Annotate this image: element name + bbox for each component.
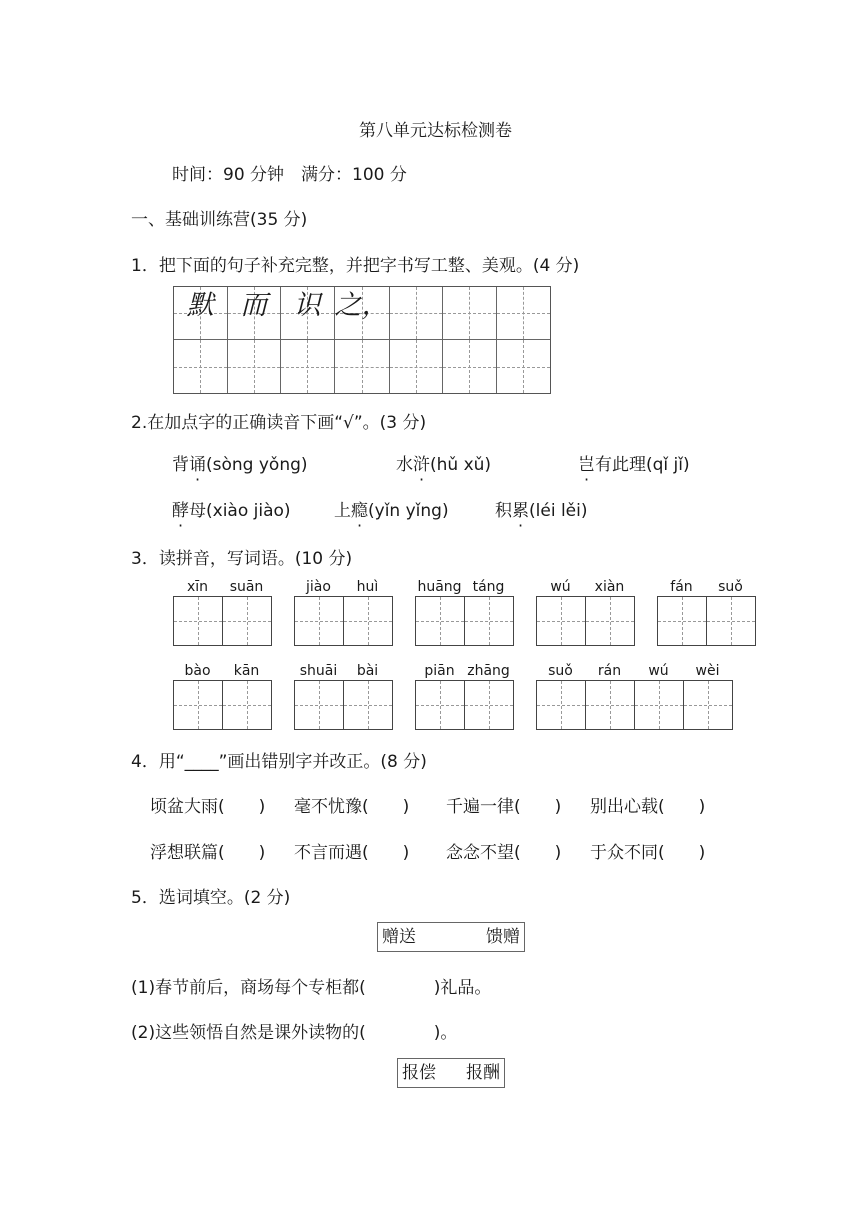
pinyin-options: (xiào jiào)	[206, 501, 291, 521]
page-title: 第八单元达标检测卷	[359, 121, 512, 141]
grid-char: 而	[240, 289, 268, 321]
pinyin-choice-item[interactable]	[334, 496, 449, 521]
grid-char: 识	[293, 289, 321, 321]
dotted-char: 诵	[189, 455, 206, 475]
char-box[interactable]	[416, 597, 465, 645]
idiom-item[interactable]: 别出心载( )	[590, 797, 706, 817]
pinyin-word-box[interactable]	[657, 578, 756, 646]
pinyin-label: wú	[550, 579, 571, 595]
pinyin-label: xīn	[186, 579, 209, 595]
pinyin-label: wèi	[695, 663, 720, 679]
char-box[interactable]	[684, 681, 732, 729]
char-box[interactable]	[416, 681, 465, 729]
dotted-char: 瘾	[351, 501, 368, 521]
pinyin-label: fán	[670, 579, 693, 595]
item-text: 有此理	[595, 455, 646, 475]
pinyin-word-box[interactable]	[415, 578, 514, 646]
idiom-item[interactable]: 浮想联篇( )	[150, 843, 266, 863]
char-box[interactable]	[537, 681, 586, 729]
char-box[interactable]	[174, 681, 223, 729]
pinyin-choice-item[interactable]	[396, 450, 491, 475]
char-box[interactable]	[707, 597, 755, 645]
char-box[interactable]	[658, 597, 707, 645]
pinyin-label: huì	[356, 579, 379, 595]
pinyin-label: wú	[648, 663, 669, 679]
question-2-prompt: 2.在加点字的正确读音下画“√”。(3 分)	[131, 413, 427, 433]
grid-cell[interactable]	[281, 287, 335, 340]
pinyin-label: rán	[597, 663, 622, 679]
grid-cell[interactable]	[497, 340, 551, 393]
word-choice-box	[377, 922, 525, 952]
idiom-item[interactable]: 于众不同( )	[590, 843, 706, 863]
grid-cell[interactable]	[174, 340, 228, 393]
idiom-item[interactable]: 念念不望( )	[446, 843, 562, 863]
pinyin-word-box[interactable]	[173, 662, 272, 730]
question-4-prompt: 4．用“____”画出错别字并改正。(8 分)	[131, 752, 427, 772]
fill-sentence[interactable]: (2)这些领悟自然是课外读物的( )。	[131, 1023, 458, 1043]
grid-cell[interactable]	[443, 287, 497, 340]
question-1-prompt: 1．把下面的句子补充完整，并把字书写工整、美观。(4 分)	[131, 256, 580, 276]
pinyin-label: piān	[424, 663, 455, 679]
word-choice-box	[397, 1058, 505, 1088]
pinyin-choice-item[interactable]	[578, 450, 690, 475]
idiom-item[interactable]: 不言而遇( )	[294, 843, 410, 863]
pinyin-options: (qǐ jǐ)	[646, 455, 690, 475]
writing-grid[interactable]	[173, 286, 551, 394]
grid-cell[interactable]	[174, 287, 228, 340]
idiom-item[interactable]: 顷盆大雨( )	[150, 797, 266, 817]
word-option: 赠送	[382, 927, 416, 947]
char-box[interactable]	[586, 597, 634, 645]
pinyin-word-box[interactable]	[536, 578, 635, 646]
char-box[interactable]	[344, 597, 392, 645]
fill-sentence[interactable]: (1)春节前后，商场每个专柜都( )礼品。	[131, 978, 492, 998]
pinyin-word-box[interactable]	[415, 662, 514, 730]
word-option: 报偿	[402, 1063, 436, 1083]
char-box[interactable]	[344, 681, 392, 729]
dotted-char: 酵	[172, 501, 189, 521]
idiom-item[interactable]: 毫不忧豫( )	[294, 797, 410, 817]
pinyin-label: suǒ	[718, 579, 743, 595]
pinyin-label: shuāi	[299, 663, 338, 679]
pinyin-choice-item[interactable]	[172, 496, 291, 521]
grid-cell[interactable]	[390, 340, 444, 393]
pinyin-label: bài	[356, 663, 379, 679]
pinyin-options: (yǐn yǐng)	[368, 501, 449, 521]
pinyin-label: zhāng	[467, 663, 510, 679]
pinyin-label: bào	[184, 663, 211, 679]
char-box[interactable]	[635, 681, 684, 729]
item-text: 水	[396, 455, 413, 475]
grid-cell[interactable]	[443, 340, 497, 393]
pinyin-label: suǒ	[548, 663, 573, 679]
pinyin-word-box[interactable]	[294, 662, 393, 730]
grid-cell[interactable]	[281, 340, 335, 393]
grid-cell[interactable]	[335, 340, 390, 393]
grid-cell[interactable]	[335, 287, 390, 340]
pinyin-label: jiào	[306, 579, 331, 595]
grid-char: 默	[186, 289, 214, 321]
pinyin-choice-item[interactable]	[495, 496, 587, 521]
char-box[interactable]	[465, 681, 513, 729]
grid-cell[interactable]	[228, 287, 282, 340]
item-text: 上	[334, 501, 351, 521]
grid-char: 之，	[334, 289, 389, 321]
pinyin-label: suān	[229, 579, 264, 595]
char-box[interactable]	[537, 597, 586, 645]
dotted-char: 岂	[578, 455, 595, 475]
item-text: 积	[495, 501, 512, 521]
word-option: 馈赠	[486, 927, 520, 947]
char-box[interactable]	[465, 597, 513, 645]
char-box[interactable]	[174, 597, 223, 645]
char-box[interactable]	[295, 681, 344, 729]
section-heading: 一、基础训练营(35 分)	[131, 210, 308, 230]
pinyin-choice-item[interactable]	[172, 450, 308, 475]
char-box[interactable]	[223, 681, 271, 729]
grid-cell[interactable]	[497, 287, 551, 340]
pinyin-label: xiàn	[594, 579, 625, 595]
pinyin-options: (sòng yǒng)	[206, 455, 308, 475]
word-option: 报酬	[466, 1063, 500, 1083]
exam-time-info: 时间：90 分钟 满分：100 分	[172, 165, 407, 185]
idiom-item[interactable]: 千遍一律( )	[446, 797, 562, 817]
char-box[interactable]	[223, 597, 271, 645]
char-box[interactable]	[586, 681, 635, 729]
pinyin-label: huāng	[417, 579, 462, 595]
char-box[interactable]	[295, 597, 344, 645]
pinyin-options: (léi lěi)	[529, 501, 588, 521]
pinyin-label: kān	[233, 663, 260, 679]
item-text: 母	[189, 501, 206, 521]
pinyin-options: (hǔ xǔ)	[430, 455, 492, 475]
dotted-char: 浒	[413, 455, 430, 475]
grid-cell[interactable]	[390, 287, 444, 340]
item-text: 背	[172, 455, 189, 475]
question-5-prompt: 5．选词填空。(2 分)	[131, 888, 291, 908]
question-3-prompt: 3．读拼音，写词语。(10 分)	[131, 549, 353, 569]
pinyin-word-box[interactable]	[536, 662, 733, 730]
pinyin-word-box[interactable]	[294, 578, 393, 646]
pinyin-label: táng	[472, 579, 505, 595]
pinyin-word-box[interactable]	[173, 578, 272, 646]
grid-cell[interactable]	[228, 340, 282, 393]
dotted-char: 累	[512, 501, 529, 521]
